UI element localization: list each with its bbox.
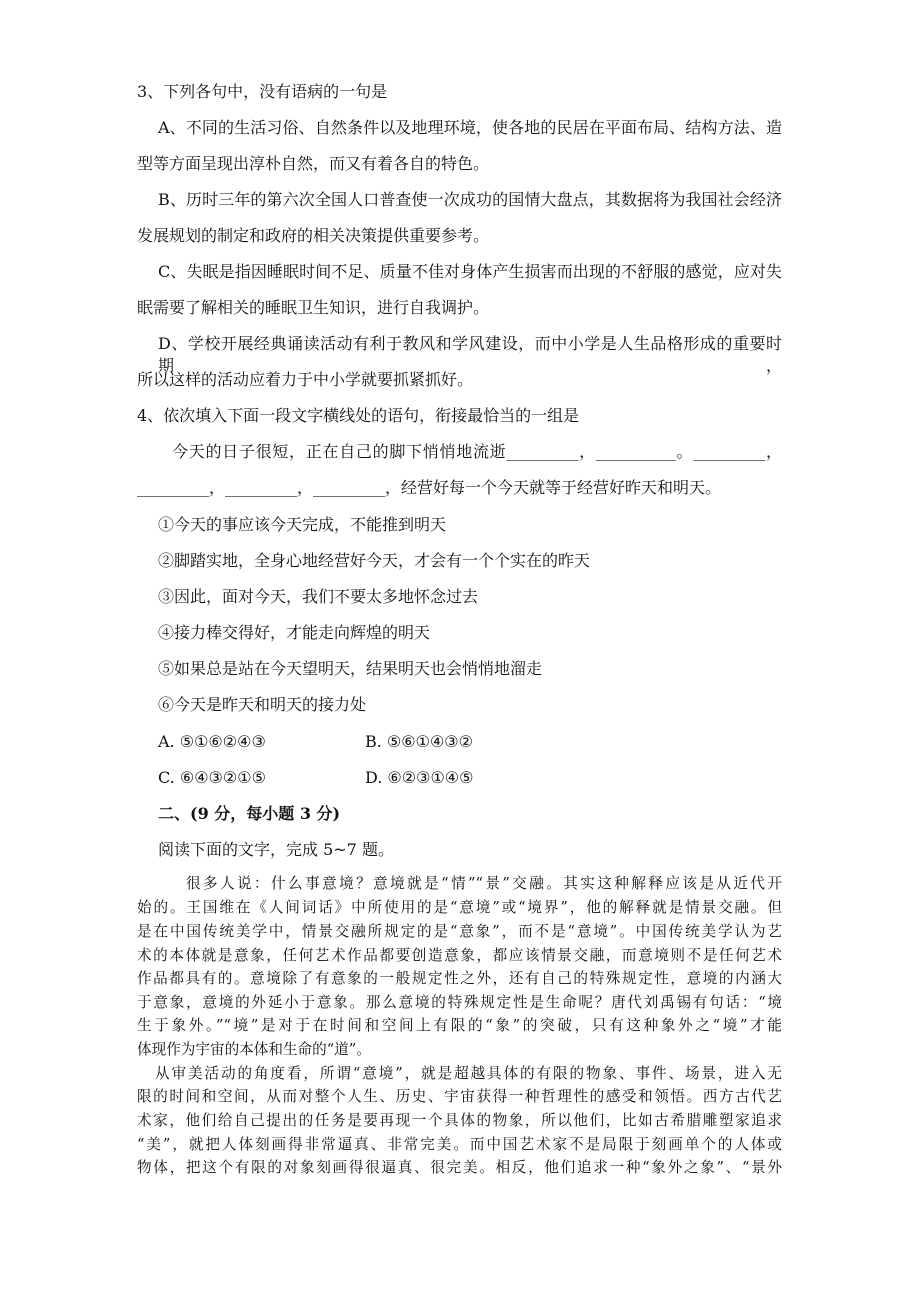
q4-options-row2 xyxy=(158,767,474,789)
q3-option-c-line2: 眠需要了解相关的睡眠卫生知识，进行自我调护。 xyxy=(137,298,490,317)
q4-option-d: D. ⑥②③①④⑤ xyxy=(365,768,474,787)
question-4-stem: 4、依次填入下面一段文字横线处的语句，衔接最恰当的一组是 xyxy=(137,406,580,425)
section-2-heading: 二、(9 分，每小题 3 分) xyxy=(158,804,341,823)
q3-option-b-line2: 发展规划的制定和政府的相关决策提供重要参考。 xyxy=(137,226,490,245)
reading-p2-line4: “美”，就把人体刻画得非常逼真、非常完美。而中国艺术家不是局限于刻画单个的人体或 xyxy=(137,1136,782,1153)
q4-item-5: ⑤如果总是站在今天望明天，结果明天也会悄悄地溜走 xyxy=(158,659,543,678)
q4-option-b: B. ⑤⑥①④③② xyxy=(365,732,473,751)
q4-item-3: ③因此，面对今天，我们不要太多地怀念过去 xyxy=(158,587,479,606)
q3-option-b-line1: B、历时三年的第六次全国人口普查使一次成功的国情大盘点，其数据将为我国社会经济 xyxy=(158,190,782,209)
q3-option-d-line1: D、学校开展经典诵读活动有利于教风和学风建设，而中小学是人生品格形成的重要时期， xyxy=(158,334,782,375)
reading-p1-line1: 很多人说：什么事意境？意境就是“情”“景”交融。其实这种解释应该是从近代开 xyxy=(186,875,782,892)
q4-passage-line2: _________，_________，_________，经营好每一个今天就等于经营好昨天和明天。 xyxy=(137,478,722,497)
q4-item-4: ④接力棒交得好，才能走向辉煌的明天 xyxy=(158,623,431,642)
q4-item-1: ①今天的事应该今天完成，不能推到明天 xyxy=(158,515,447,534)
reading-p1-line5: 作品都具有的。意境除了有意象的一般规定性之外，还有自己的特殊规定性，意境的内涵大 xyxy=(137,970,782,987)
q4-option-c: C. ⑥④③②①⑤ xyxy=(158,768,266,787)
q3-option-c-line1: C、失眠是指因睡眠时间不足、质量不佳对身体产生损害而出现的不舒服的感觉，应对失 xyxy=(158,262,782,281)
q3-option-a-line2: 型等方面呈现出淳朴自然，而又有着各自的特色。 xyxy=(137,154,490,173)
q4-options-row1 xyxy=(158,731,473,753)
q4-option-a: A. ⑤①⑥②④③ xyxy=(158,732,266,751)
reading-p1-line7: 生于象外。”“境”是对于在时间和空间上有限的“象”的突破，只有这种象外之“境”才能 xyxy=(137,1017,782,1034)
reading-p1-line2: 始的。王国维在《人间词话》中所使用的是“意境”或“境界”，他的解释就是情景交融。但 xyxy=(137,899,782,916)
question-3-stem: 3、下列各句中，没有语病的一句是 xyxy=(137,82,388,101)
section-2-instruction: 阅读下面的文字，完成 5~7 题。 xyxy=(158,840,394,859)
reading-p2-line3: 术家，他们给自己提出的任务是要再现一个具体的物象，所以他们，比如古希腊雕塑家追求 xyxy=(137,1112,782,1129)
q3-option-a-line1: A、不同的生活习俗、自然条件以及地理环境，使各地的民居在平面布局、结构方法、造 xyxy=(158,118,782,137)
reading-p1-line3: 是在中国传统美学中，情景交融所规定的是“意象”，而不是“意境”。中国传统美学认为艺 xyxy=(137,923,782,940)
reading-p1-line8: 体现作为宇宙的本体和生命的“道”。 xyxy=(137,1041,371,1058)
q3-option-d-line2: 所以这样的活动应着力于中小学就要抓紧抓好。 xyxy=(137,370,474,389)
reading-p2-line5: 物体，把这个有限的对象刻画得很逼真、很完美。相反，他们追求一种“象外之象”、“景外 xyxy=(137,1159,782,1176)
q4-item-2: ②脚踏实地，全身心地经营好今天，才会有一个个实在的昨天 xyxy=(158,551,591,570)
q4-item-6: ⑥今天是昨天和明天的接力处 xyxy=(158,695,367,714)
q4-passage-line1: 今天的日子很短，正在自己的脚下悄悄地流逝_________，__________。_________， xyxy=(172,442,782,461)
reading-p1-line6: 于意象，意境的外延小于意象。那么意境的特殊规定性是生命呢？唐代刘禹锡有句话：“境 xyxy=(137,994,782,1011)
reading-p1-line4: 术的本体就是意象，任何艺术作品都要创造意象，都应该情景交融，而意境则不是任何艺术 xyxy=(137,947,782,964)
reading-p2-line1: 从审美活动的角度看，所谓“意境”，就是超越具体的有限的物象、事件、场景，进入无 xyxy=(155,1065,782,1082)
reading-p2-line2: 限的时间和空间，从而对整个人生、历史、宇宙获得一种哲理性的感受和领悟。西方古代艺 xyxy=(137,1088,782,1105)
